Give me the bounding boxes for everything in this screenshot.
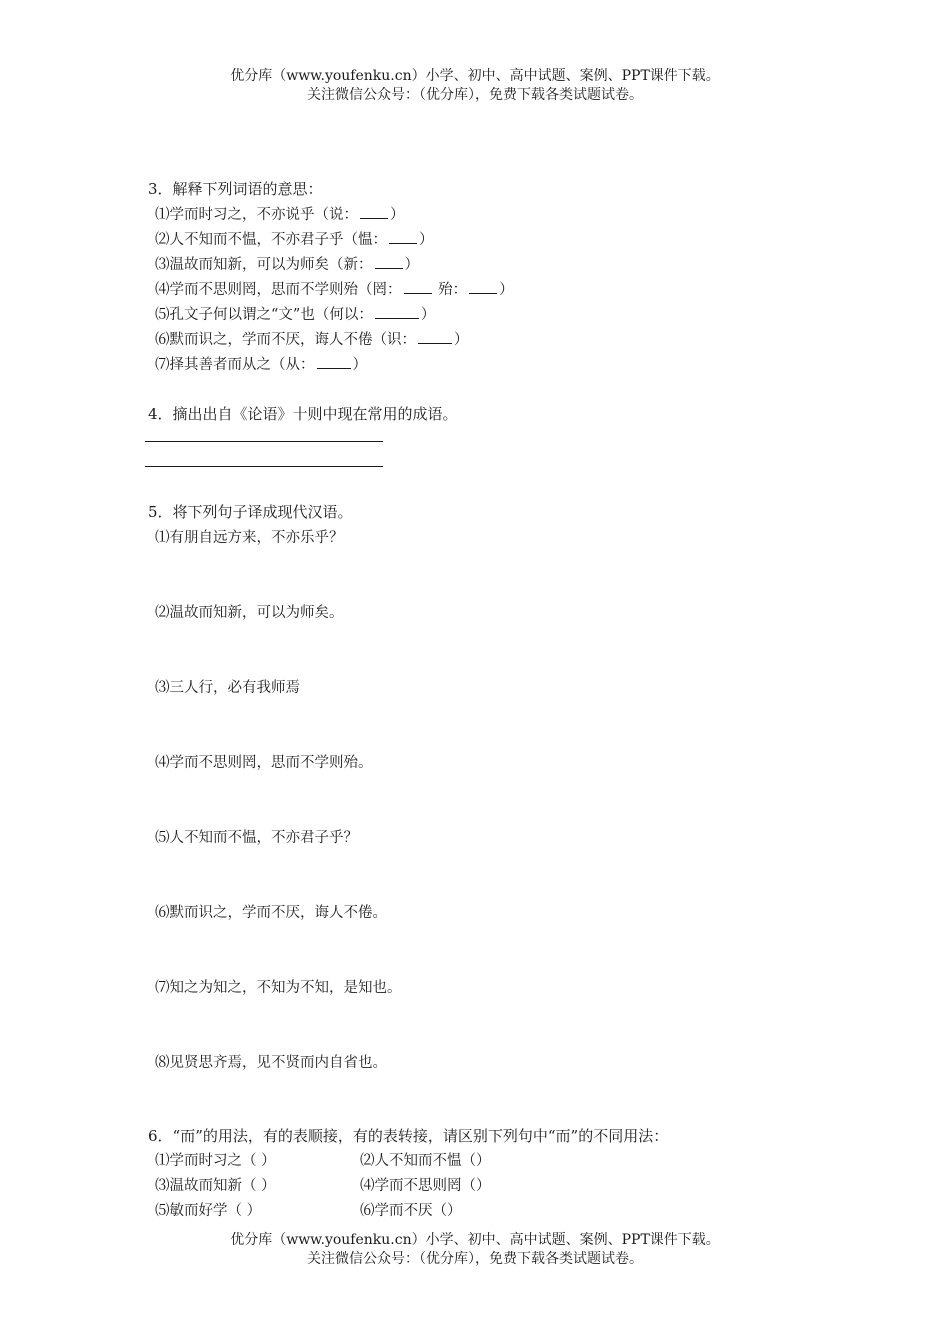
answer-blank[interactable] <box>404 279 432 294</box>
q6-item-3: ⑶温故而知新（ ） <box>155 1178 276 1194</box>
question-5-title: 5．将下列句子译成现代汉语。 <box>148 503 353 521</box>
q5-item-8: ⑻见贤思齐焉，见不贤而内自省也。 <box>155 1055 387 1071</box>
question-6-title: 6．“而”的用法，有的表顺接，有的表转接，请区别下列句中“而”的不同用法： <box>148 1127 669 1145</box>
q5-item-5: ⑸人不知而不愠，不亦君子乎？ <box>155 830 358 846</box>
header-line-2: 关注微信公众号：（优分库），免费下载各类试题试卷。 <box>307 87 643 103</box>
answer-blank[interactable] <box>375 304 419 319</box>
question-4-title: 4．摘出出自《论语》十则中现在常用的成语。 <box>148 405 458 423</box>
q6-item-1: ⑴学而时习之（ ） <box>155 1153 276 1169</box>
footer-line-1: 优分库（www.youfenku.cn）小学、初中、高中试题、案例、PPT课件下载。 <box>230 1232 720 1248</box>
q5-item-2: ⑵温故而知新，可以为师矣。 <box>155 605 344 621</box>
answer-blank[interactable] <box>418 329 452 344</box>
answer-line-2[interactable] <box>145 466 383 467</box>
q3-item-3: ⑶温故而知新，可以为师矣（新： ） <box>155 253 419 274</box>
q5-item-3: ⑶三人行，必有我师焉 <box>155 680 300 696</box>
q3-item-2: ⑵人不知而不愠，不亦君子乎（愠： ） <box>155 228 434 249</box>
answer-blank[interactable] <box>469 279 497 294</box>
q3-item-4: ⑷学而不思则罔，思而不学则殆（罔： 殆： ） <box>155 278 514 299</box>
footer-line-2: 关注微信公众号：（优分库），免费下载各类试题试卷。 <box>307 1251 643 1267</box>
answer-blank[interactable] <box>375 254 403 269</box>
q5-item-1: ⑴有朋自远方来，不亦乐乎？ <box>155 530 344 546</box>
q5-item-4: ⑷学而不思则罔，思而不学则殆。 <box>155 755 373 771</box>
q6-item-5: ⑸敏而好学（ ） <box>155 1203 262 1219</box>
answer-blank[interactable] <box>360 204 388 219</box>
q6-item-4: ⑷学而不思则罔（） <box>360 1178 491 1194</box>
answer-blank[interactable] <box>317 354 351 369</box>
q3-item-6: ⑹默而识之，学而不厌，诲人不倦（识： ） <box>155 328 469 349</box>
q3-item-1: ⑴学而时习之，不亦说乎（说： ） <box>155 203 405 224</box>
q6-item-6: ⑹学而不厌（） <box>360 1203 462 1219</box>
q5-item-6: ⑹默而识之，学而不厌，诲人不倦。 <box>155 905 387 921</box>
page-footer <box>0 1231 950 1269</box>
q6-item-2: ⑵人不知而不愠（） <box>360 1153 491 1169</box>
q5-item-7: ⑺知之为知之，不知为不知，是知也。 <box>155 980 402 996</box>
q3-item-5: ⑸孔文子何以谓之“文”也（何以： ） <box>155 303 435 324</box>
answer-line-1[interactable] <box>145 441 383 442</box>
q3-item-7: ⑺择其善者而从之（从： ） <box>155 353 367 374</box>
question-3-title: 3．解释下列词语的意思： <box>148 180 323 198</box>
answer-blank[interactable] <box>389 229 417 244</box>
page-header <box>0 67 950 105</box>
header-line-1: 优分库（www.youfenku.cn）小学、初中、高中试题、案例、PPT课件下载。 <box>230 68 720 84</box>
